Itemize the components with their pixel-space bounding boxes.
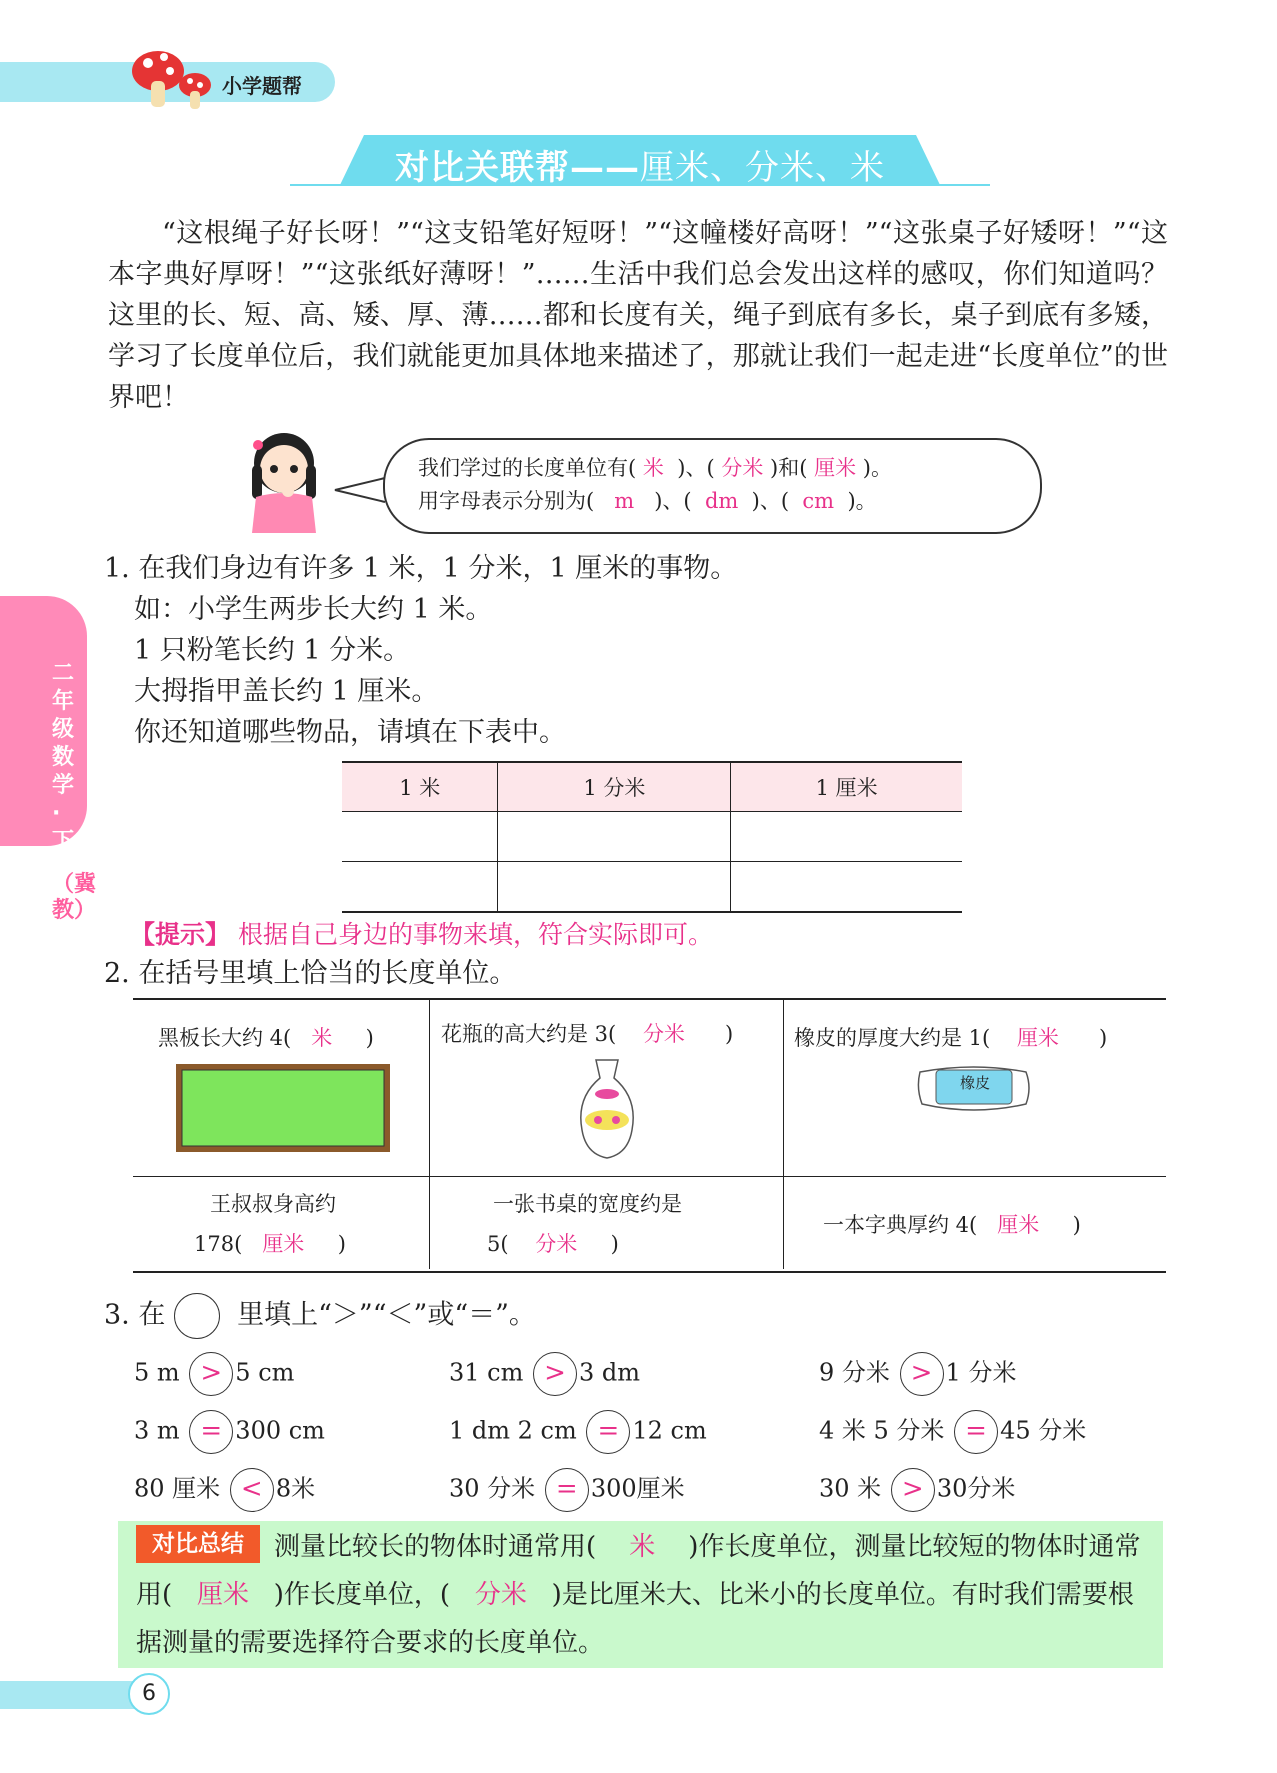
blackboard-icon <box>174 1062 392 1154</box>
answer-unit-1: 米 <box>642 456 664 480</box>
q2-item-desk-label: 一张书桌的宽度约是 <box>493 1192 682 1216</box>
bubble-tail <box>333 476 389 506</box>
table-cell[interactable] <box>731 812 962 862</box>
table-cell[interactable] <box>342 812 498 862</box>
q2-item-height-label: 王叔叔身高约 <box>210 1192 336 1216</box>
q2-item-dictionary: 一本字典厚约 4( 厘米 ) <box>823 1213 1081 1237</box>
page-number: 6 <box>128 1673 170 1715</box>
compare-item: 31 cm > 3 dm <box>449 1352 640 1396</box>
q2-item-blackboard: 黑板长大约 4( 米 ) <box>158 1026 374 1050</box>
intro-paragraph: “这根绳子好长呀！”“这支铅笔好短呀！”“这幢楼好高呀！”“这张桌子好矮呀！”“这本字典好厚呀！”“这张纸好薄呀！”……生活中我们总会发出这样的感叹，你们知道吗？这里的长、短、高、矮、厚、薄……都和长度有关，绳子到底有多长，桌子到底有多矮，学习了长度单位后，我们就能更加具体地来描述了，那就让我们一起走进“长度单位”的世界吧！ <box>108 218 1168 413</box>
q2-item-height: 178( 厘米 ) <box>194 1232 346 1256</box>
table-header-1dm: 1 分米 <box>498 762 731 812</box>
table-cell[interactable] <box>731 862 962 913</box>
compare-item: 1 dm 2 cm = 12 cm <box>449 1410 707 1454</box>
q1-line-4: 你还知道哪些物品，请填在下表中。 <box>134 717 566 748</box>
answer-symbol-3: cm <box>802 489 835 513</box>
compare-item: 80 厘米 < 8米 <box>134 1468 315 1512</box>
compare-item: 9 分米 > 1 分米 <box>819 1352 1016 1396</box>
compare-answer-circle[interactable]: = <box>586 1410 630 1454</box>
compare-item: 4 米 5 分米 = 45 分米 <box>819 1410 1086 1454</box>
bubble-text <box>418 452 892 518</box>
q2-item-desk: 5( 分米 ) <box>487 1232 619 1256</box>
compare-answer-circle[interactable]: > <box>533 1352 577 1396</box>
q3-title: 3. 在 里填上“＞”“＜”或“＝”。 <box>104 1293 536 1339</box>
table-header-1cm: 1 厘米 <box>731 762 962 812</box>
bubble-line-1: 我们学过的长度单位有( 米 )、( 分米 )和( 厘米 )。 <box>418 456 892 480</box>
edition-label: （冀教） <box>52 872 97 923</box>
bubble-line-2: 用字母表示分别为( m )、( dm )、( cm )。 <box>418 489 877 513</box>
hint-tag: 【提示】 <box>130 920 231 949</box>
brand-name: 小学题帮 <box>222 74 302 98</box>
section-title: 对比关联帮——厘米、分米、米 <box>395 148 885 188</box>
q2-title: 2. 在括号里填上恰当的长度单位。 <box>104 958 517 989</box>
empty-circle-icon <box>174 1293 220 1339</box>
compare-item: 5 m > 5 cm <box>134 1352 294 1396</box>
q1-table <box>342 761 962 913</box>
hint <box>130 915 713 951</box>
summary-tag: 对比总结 <box>136 1525 260 1563</box>
compare-item: 30 分米 = 300厘米 <box>449 1468 685 1512</box>
table-row <box>342 812 962 862</box>
grid-divider <box>429 999 430 1269</box>
vase-icon <box>574 1058 640 1162</box>
summary-text: 测量比较长的物体时通常用( 米 )作长度单位，测量比较短的物体时通常用( 厘米 )作长度单位，( 分米 )是比厘米大、比米小的长度单位。有时我们需要根据测量的需要选择符合要求的长度单位。 <box>136 1532 1141 1658</box>
grid-divider <box>783 999 784 1269</box>
q1-line-1: 如：小学生两步长大约 1 米。 <box>134 594 493 625</box>
grade-label: 二年级数学·下 <box>52 661 75 854</box>
compare-answer-circle[interactable]: = <box>189 1410 233 1454</box>
table-row <box>342 862 962 913</box>
table-header-1m: 1 米 <box>342 762 498 812</box>
answer-unit-3: 厘米 <box>814 456 857 480</box>
q2-item-eraser: 橡皮的厚度大约是 1( 厘米 ) <box>794 1026 1108 1050</box>
grid-divider <box>133 1176 1166 1177</box>
q1-title: 1. 在我们身边有许多 1 米，1 分米，1 厘米的事物。 <box>104 553 738 584</box>
compare-answer-circle[interactable]: > <box>891 1468 935 1512</box>
table-cell[interactable] <box>342 862 498 913</box>
compare-answer-circle[interactable]: > <box>189 1352 233 1396</box>
answer-unit-2: 分米 <box>721 456 764 480</box>
q1-line-3: 大拇指甲盖长约 1 厘米。 <box>134 676 439 707</box>
table-cell[interactable] <box>498 812 731 862</box>
compare-item: 30 米 > 30分米 <box>819 1468 1015 1512</box>
mushroom-logo-icon <box>130 45 220 115</box>
compare-answer-circle[interactable]: < <box>230 1468 274 1512</box>
q1-line-2: 1 只粉笔长约 1 分米。 <box>134 635 411 666</box>
compare-item: 3 m = 300 cm <box>134 1410 325 1454</box>
girl-illustration-icon <box>236 425 331 535</box>
answer-symbol-2: dm <box>704 489 739 513</box>
answer-symbol-1: m <box>614 489 635 513</box>
compare-answer-circle[interactable]: > <box>900 1352 944 1396</box>
eraser-label: 橡皮 <box>960 1074 991 1092</box>
compare-answer-circle[interactable]: = <box>954 1410 998 1454</box>
compare-answer-circle[interactable]: = <box>545 1468 589 1512</box>
footer-bar <box>0 1681 140 1709</box>
table-cell[interactable] <box>498 862 731 913</box>
hint-text: 根据自己身边的事物来填，符合实际即可。 <box>237 920 713 949</box>
q2-item-vase: 花瓶的高大约是 3( 分米 ) <box>441 1022 734 1046</box>
